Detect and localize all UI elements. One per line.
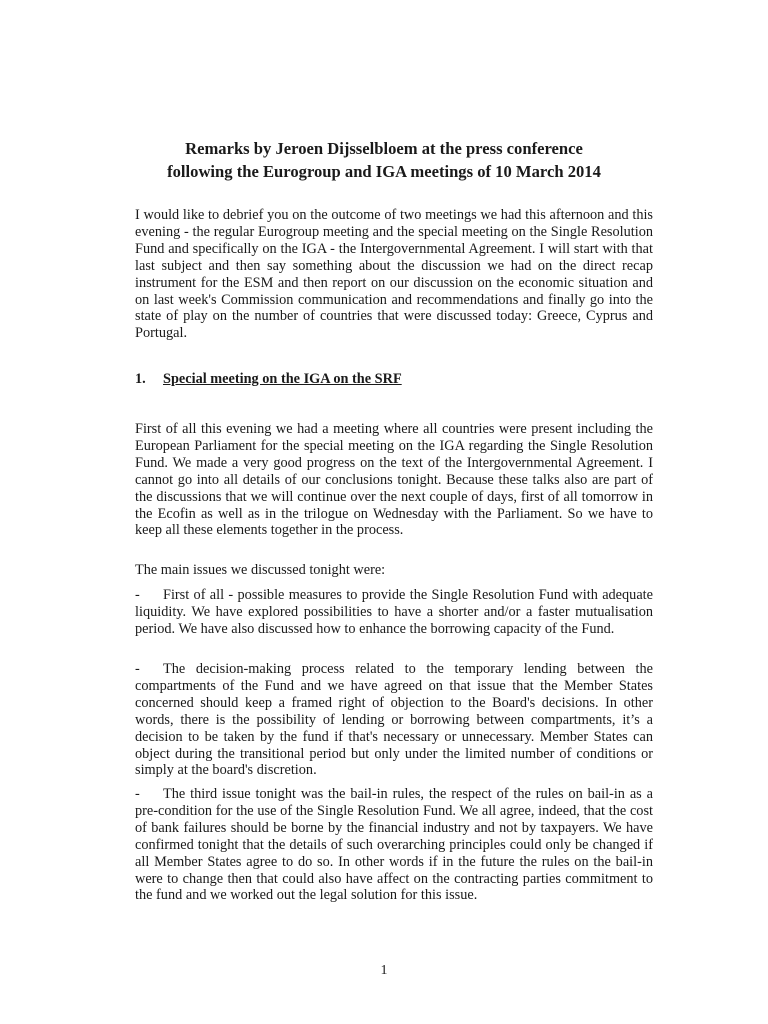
section-1-number: 1.: [135, 371, 146, 387]
bullet-item-3: [135, 786, 653, 904]
title-line-1: Remarks by Jeroen Dijsselbloem at the press conference: [185, 139, 583, 158]
intro-paragraph: I would like to debrief you on the outcome of two meetings we had this afternoon and this evening - the regular Eurogroup meeting and the special meeting on the Single Resolution Fund and specifically on the IGA - the Intergovernmental Agreement. I will start with that last subject and then say something about the discussion we had on the direct recap instrument for the ESM and then report on our discussion on the economic situation and on last week's Commission communication and recommendations and finally go into the state of play on the number of countries that were discussed today: Greece, Cyprus and Portugal.: [135, 207, 653, 342]
bullet-item-2: [135, 661, 653, 779]
bullet-dash: -: [135, 661, 140, 677]
bullet-text: The third issue tonight was the bail-in rules, the respect of the rules on bail-in as a pre-condition for the use of the Single Resolution Fund. We all agree, indeed, that the cost of bank failures should be borne by the financial industry and not by taxpayers. We have confirmed tonight that the details of such overarching principles could only be changed if all Member States agree to do so. In other words if in the future the rules on the bail-in were to change then that could also have affect on the contracting parties commitment to the fund and we worked out the legal solution for this issue.: [135, 786, 653, 904]
main-issues-intro: The main issues we discussed tonight were:: [135, 562, 386, 578]
section-1-paragraph: First of all this evening we had a meeting where all countries were present including the European Parliament for the special meeting on the IGA regarding the Single Resolution Fund. We made a very good progress on the text of the Intergovernmental Agreement. I cannot go into all details of our conclusions tonight. Because these talks also are part of the discussions that we will continue over the next couple of days, first of all tomorrow in the Ecofin as well as in the trilogue on Wednesday with the Parliament. So we have to keep all these elements together in the process.: [135, 421, 653, 539]
section-1-title: Special meeting on the IGA on the SRF: [163, 371, 402, 387]
document-title: [100, 137, 668, 183]
bullet-text: The decision-making process related to the temporary lending between the compartments of the Fund and we have agreed on that issue that the Member States concerned should keep a framed right of objection to the Board's decisions. In other words, there is the possibility of lending or borrowing between compartments, it’s a decision to be taken by the fund if that's necessary or unnecessary. Member States can object during the transitional period but only under the limited number of conditions or simply at the board's discretion.: [135, 661, 653, 779]
bullet-dash: -: [135, 587, 140, 603]
bullet-dash: -: [135, 786, 140, 802]
title-line-2: following the Eurogroup and IGA meetings of 10 March 2014: [167, 162, 601, 181]
section-1-heading: [135, 371, 402, 388]
bullet-text: First of all - possible measures to provide the Single Resolution Fund with adequate liquidity. We have explored possibilities to have a shorter and/or a faster mutualisation period. We have also discussed how to enhance the borrowing capacity of the Fund.: [135, 587, 653, 637]
page-number: 1: [380, 963, 388, 978]
bullet-item-1: [135, 587, 653, 638]
